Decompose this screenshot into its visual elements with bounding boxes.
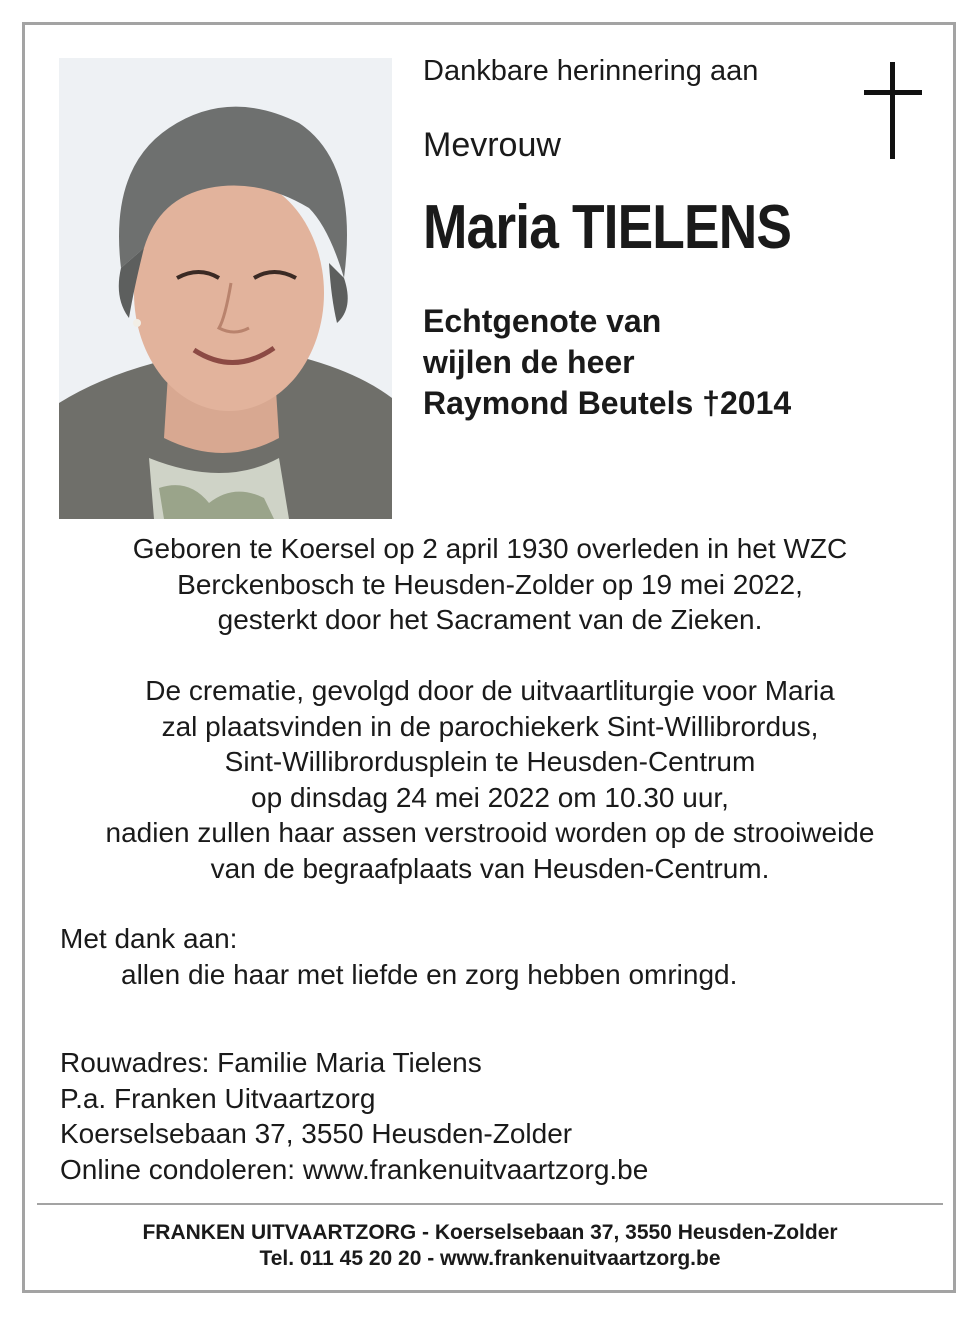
address-line: Koerselsebaan 37, 3550 Heusden-Zolder (60, 1118, 573, 1149)
footer-line: Tel. 011 45 20 20 - www.frankenuitvaartzorg.be (259, 1247, 721, 1270)
cross-icon (864, 62, 922, 159)
spouse-line: Raymond Beutels †2014 (423, 385, 792, 421)
ceremony-line: van de begraafplaats van Heusden-Centrum. (210, 852, 770, 884)
ceremony-paragraph (0, 673, 980, 886)
ceremony-line: zal plaatsvinden in de parochiekerk Sint-Willibrordus, (161, 710, 819, 742)
ceremony-line: nadien zullen haar assen verstrooid worden op de strooiweide (105, 817, 875, 848)
birth-line: gesterkt door het Sacrament van de Zieken. (217, 604, 763, 635)
footer-divider (37, 1203, 943, 1205)
birth-paragraph (0, 531, 980, 638)
portrait-photo (59, 58, 392, 519)
thanks-text: allen die haar met liefde en zorg hebben omringd. (121, 958, 738, 990)
address-block (60, 1045, 648, 1187)
address-line: Rouwadres: Familie Maria Tielens (60, 1047, 482, 1078)
intro-text: Dankbare herinnering aan (423, 55, 759, 87)
ceremony-line: De crematie, gevolgd door de uitvaartliturgie voor Maria (145, 675, 835, 706)
thanks-block (60, 921, 737, 992)
address-line: P.a. Franken Uitvaartzorg (60, 1082, 376, 1114)
address-line: Online condoleren: www.frankenuitvaartzorg.be (60, 1153, 649, 1185)
birth-line: Geboren te Koersel op 2 april 1930 overleden in het WZC (132, 533, 848, 564)
thanks-heading: Met dank aan: (60, 923, 238, 954)
honorific: Mevrouw (423, 126, 561, 164)
spouse-block (423, 301, 791, 424)
spouse-line: Echtgenote van (423, 303, 662, 339)
deceased-name: Maria TIELENS (423, 193, 792, 262)
footer (0, 1220, 980, 1272)
footer-line: FRANKEN UITVAARTZORG - Koerselsebaan 37, 3550 Heusden-Zolder (142, 1221, 838, 1244)
spouse-line: wijlen de heer (423, 344, 635, 380)
ceremony-line: op dinsdag 24 mei 2022 om 10.30 uur, (251, 781, 729, 813)
ceremony-line: Sint-Willibrordusplein te Heusden-Centrum (224, 746, 756, 777)
birth-line: Berckenbosch te Heusden-Zolder op 19 mei 2022, (177, 568, 803, 600)
